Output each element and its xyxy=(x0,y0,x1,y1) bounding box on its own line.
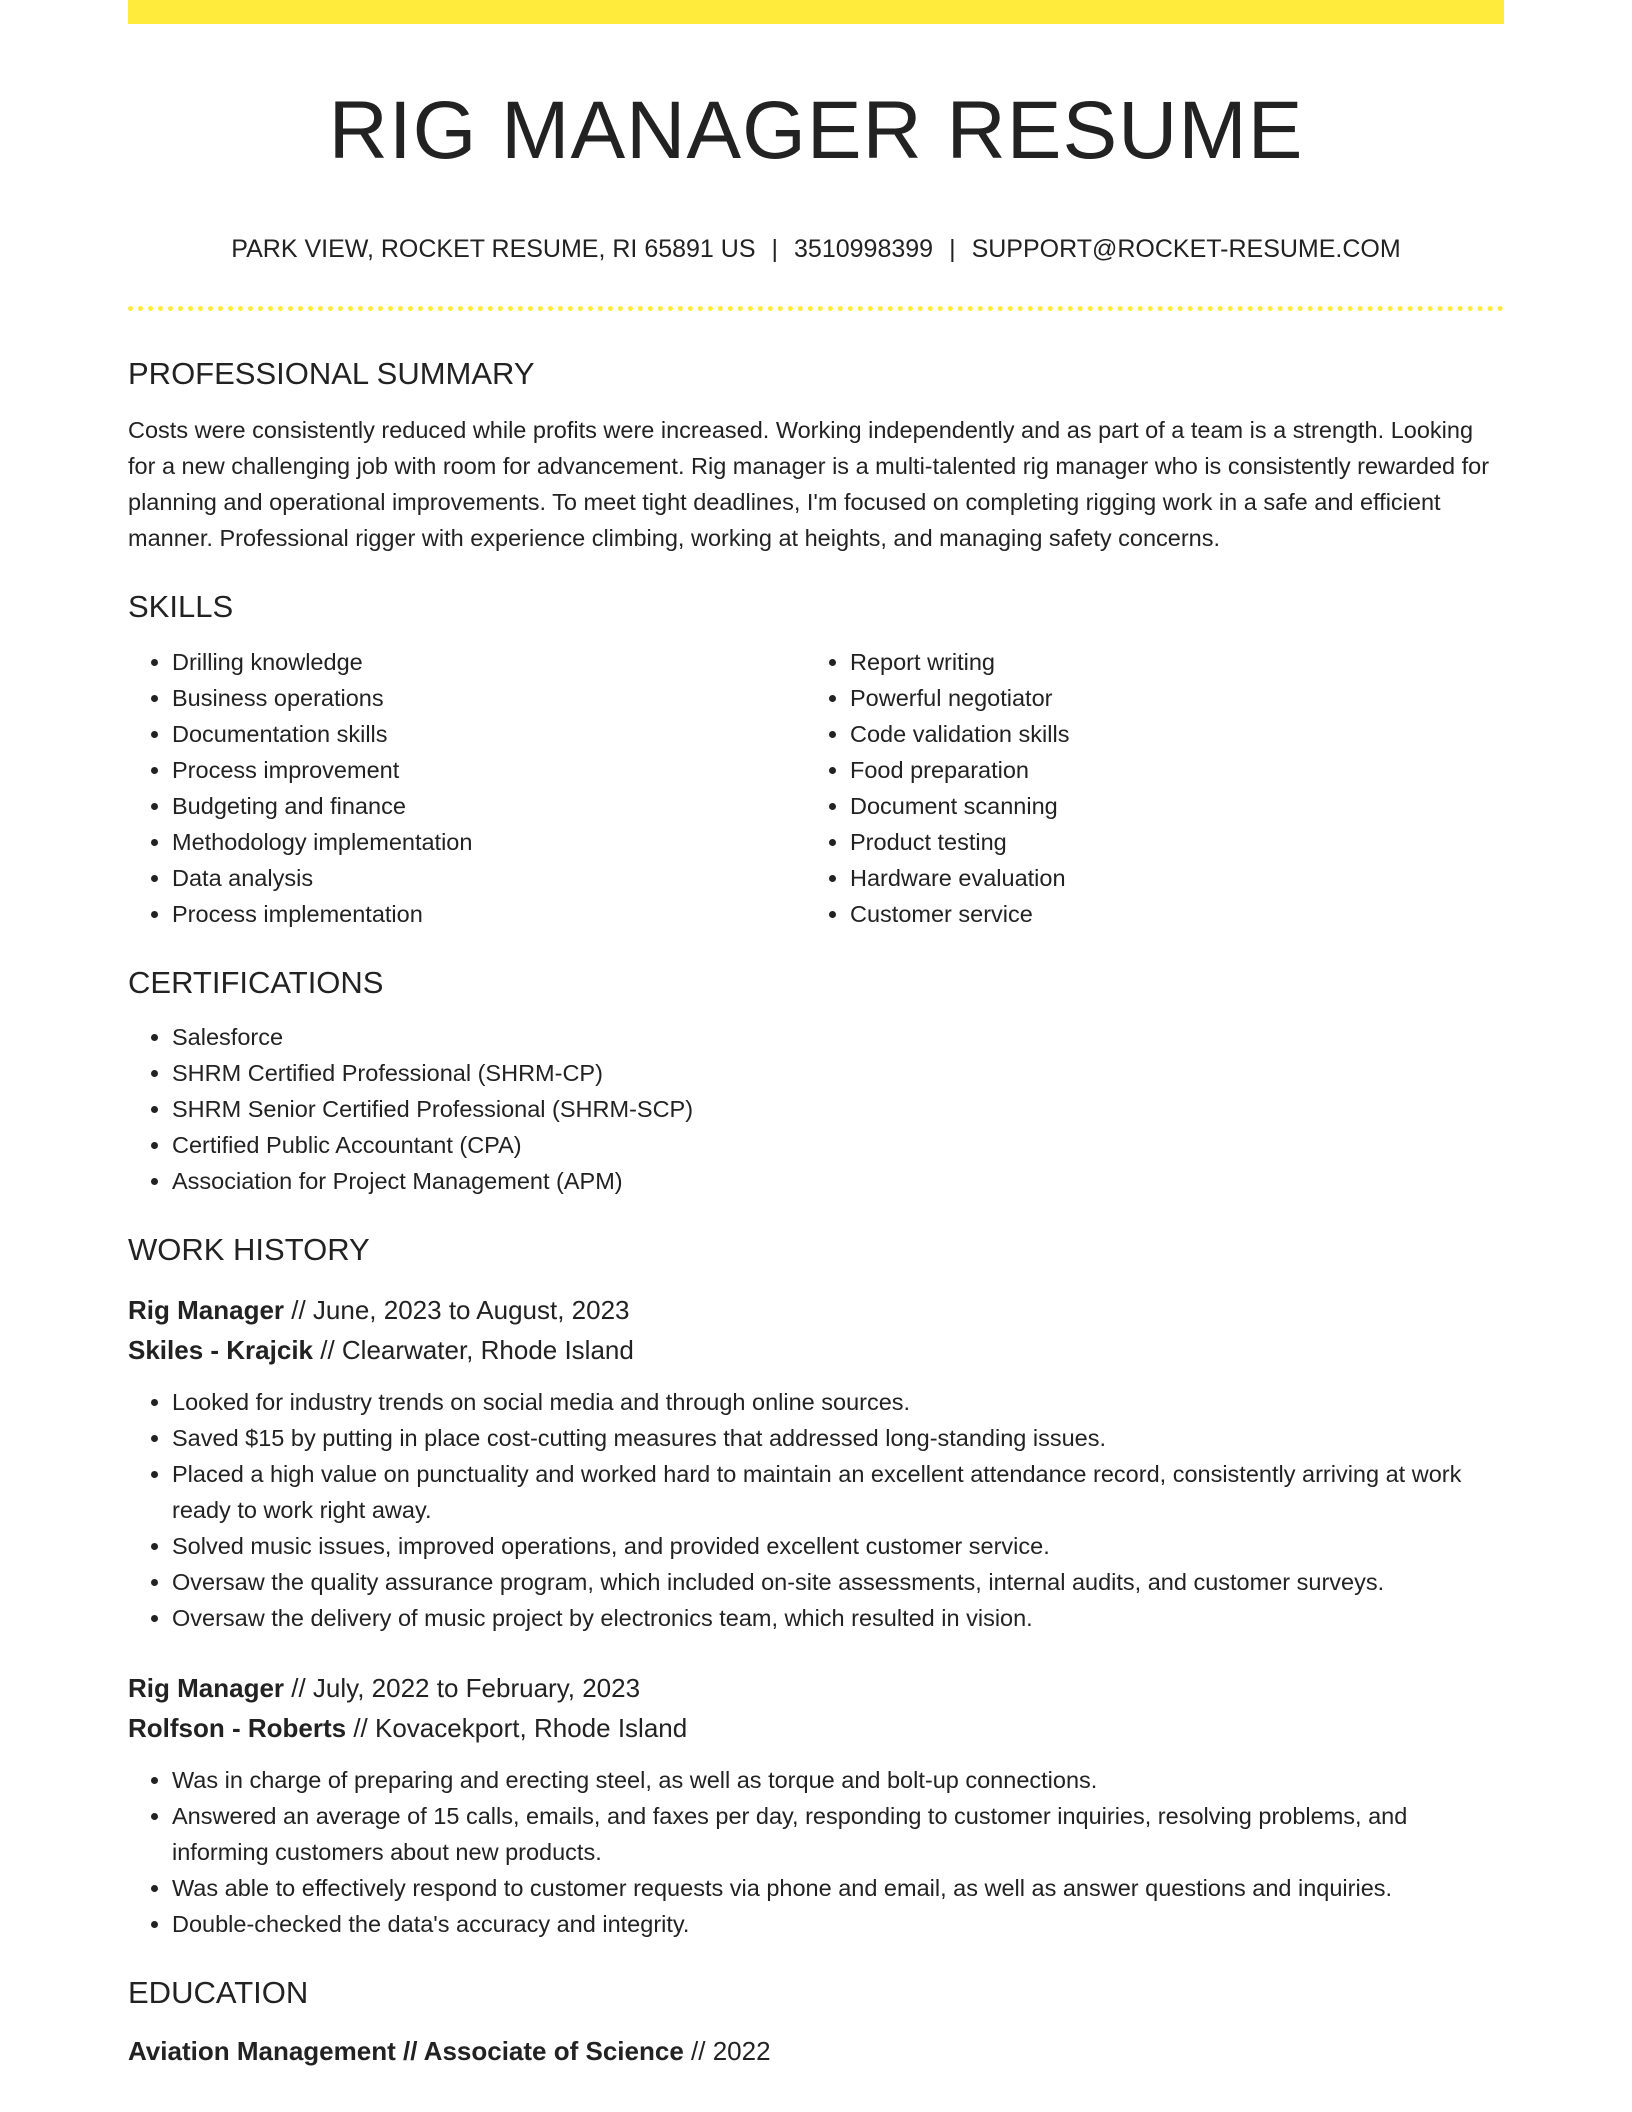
job-role: Rig Manager xyxy=(128,1294,285,1325)
education-entry xyxy=(128,2031,1504,2071)
certification-item: • SHRM Certified Professional (SHRM-CP) xyxy=(172,1055,1504,1091)
skills-list-left xyxy=(128,644,806,932)
job-bullet: • Looked for industry trends on social media and through online sources. xyxy=(172,1384,1504,1420)
skill-item: • Process implementation xyxy=(172,896,806,932)
skill-item: • Customer service xyxy=(850,896,1504,932)
skill-item: • Process improvement xyxy=(172,752,806,788)
skill-item: • Food preparation xyxy=(850,752,1504,788)
contact-address: PARK VIEW, ROCKET RESUME, RI 65891 US xyxy=(231,235,756,264)
contact-phone: 3510998399 xyxy=(794,235,934,264)
job-role-line xyxy=(128,1668,1504,1708)
skill-item: • Methodology implementation xyxy=(172,824,806,860)
certification-item: • Salesforce xyxy=(172,1019,1504,1055)
job-location: // Clearwater, Rhode Island xyxy=(313,1334,634,1365)
job-bullet: • Was in charge of preparing and erecting steel, as well as torque and bolt-up connections. xyxy=(172,1762,1504,1798)
job-entry xyxy=(128,1290,1504,1636)
certifications-heading: CERTIFICATIONS xyxy=(128,964,384,1000)
job-bullet: • Double-checked the data's accuracy and integrity. xyxy=(172,1906,1504,1942)
certifications-list xyxy=(128,1019,1504,1199)
dotted-divider xyxy=(128,306,1504,311)
job-bullets xyxy=(128,1762,1504,1942)
education-degree: Aviation Management // Associate of Science xyxy=(128,2036,684,2067)
job-bullet: • Solved music issues, improved operations, and provided excellent customer service. xyxy=(172,1528,1504,1564)
resume-title: RIG MANAGER RESUME xyxy=(328,85,1304,176)
skill-item: • Code validation skills xyxy=(850,716,1504,752)
job-bullets xyxy=(128,1384,1504,1636)
certification-item: • Certified Public Accountant (CPA) xyxy=(172,1127,1504,1163)
job-company-line xyxy=(128,1708,1504,1748)
contact-separator: | xyxy=(949,235,956,264)
job-company: Rolfson - Roberts xyxy=(128,1712,347,1743)
education-year: // 2022 xyxy=(683,2036,771,2067)
job-bullet: • Answered an average of 15 calls, emails, and faxes per day, responding to customer inquiries, resolving problems, and informing customers about new products. xyxy=(172,1798,1504,1870)
contact-email: SUPPORT@ROCKET-RESUME.COM xyxy=(971,235,1401,264)
skill-item: • Document scanning xyxy=(850,788,1504,824)
contact-separator: | xyxy=(771,235,779,264)
skills-heading: SKILLS xyxy=(128,589,234,625)
skills-grid xyxy=(128,644,1504,932)
job-bullet: • Placed a high value on punctuality and worked hard to maintain an excellent attendance record, consistently arriving at work ready to work right away. xyxy=(172,1456,1504,1528)
contact-line xyxy=(128,234,1504,264)
job-location: // Kovacekport, Rhode Island xyxy=(346,1712,688,1743)
skill-item: • Budgeting and finance xyxy=(172,788,806,824)
skill-item: • Powerful negotiator xyxy=(850,680,1504,716)
certification-item: • Association for Project Management (APM) xyxy=(172,1163,1504,1199)
education-heading: EDUCATION xyxy=(128,1974,309,2010)
resume-page xyxy=(128,0,1504,2071)
job-company: Skiles - Krajcik xyxy=(128,1334,313,1365)
accent-top-bar xyxy=(128,0,1504,24)
job-company-line xyxy=(128,1330,1504,1370)
job-role: Rig Manager xyxy=(128,1672,285,1703)
skill-item: • Report writing xyxy=(850,644,1504,680)
job-dates: // July, 2022 to February, 2023 xyxy=(284,1672,641,1703)
job-bullet: • Saved $15 by putting in place cost-cutting measures that addressed long-standing issues. xyxy=(172,1420,1504,1456)
job-bullet: • Was able to effectively respond to customer requests via phone and email, as well as answer questions and inquiries. xyxy=(172,1870,1504,1906)
skills-column-right xyxy=(806,644,1504,932)
skills-column-left xyxy=(128,644,806,932)
job-bullet: • Oversaw the quality assurance program, which included on-site assessments, internal audits, and customer surveys. xyxy=(172,1564,1504,1600)
skill-item: • Documentation skills xyxy=(172,716,806,752)
skill-item: • Drilling knowledge xyxy=(172,644,806,680)
job-entry xyxy=(128,1668,1504,1942)
certification-item: • SHRM Senior Certified Professional (SHRM-SCP) xyxy=(172,1091,1504,1127)
job-role-line xyxy=(128,1290,1504,1330)
skill-item: • Data analysis xyxy=(172,860,806,896)
summary-text: Costs were consistently reduced while profits were increased. Working independently and as part of a team is a strength. Looking for a new challenging job with room for advancement. Rig manager is a multi-talented rig manager who is consistently rewarded for planning and operational improvements. To meet tight deadlines, I'm focused on completing rigging work in a safe and efficient manner. Professional rigger with experience climbing, working at heights, and managing safety concerns. xyxy=(128,417,1490,552)
summary-heading: PROFESSIONAL SUMMARY xyxy=(128,356,535,392)
job-bullet: • Oversaw the delivery of music project by electronics team, which resulted in vision. xyxy=(172,1600,1504,1636)
job-dates: // June, 2023 to August, 2023 xyxy=(284,1294,630,1325)
work-history-heading: WORK HISTORY xyxy=(128,1231,370,1267)
skill-item: • Business operations xyxy=(172,680,806,716)
skill-item: • Product testing xyxy=(850,824,1504,860)
skill-item: • Hardware evaluation xyxy=(850,860,1504,896)
skills-list-right xyxy=(806,644,1504,932)
